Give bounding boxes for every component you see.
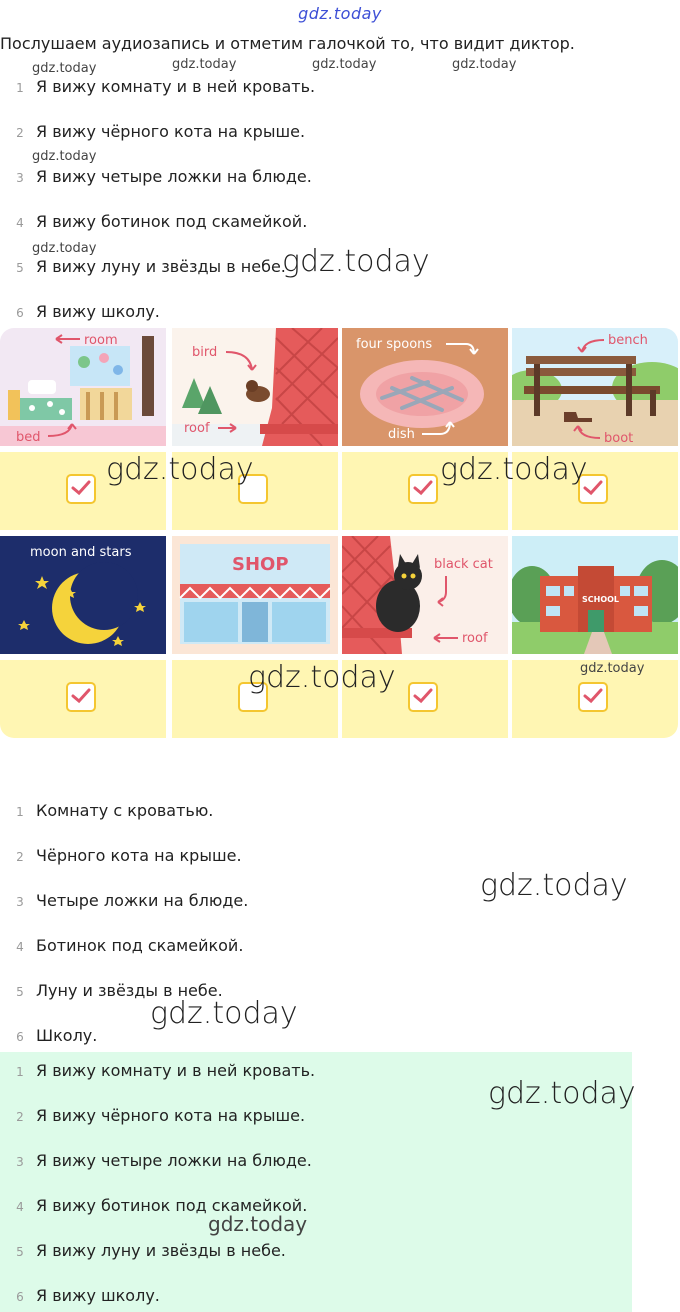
room-label: room [84, 333, 118, 348]
item-text: Я вижу школу. [36, 302, 160, 321]
list-item [0, 122, 640, 144]
watermark: gdz.today [172, 57, 237, 72]
item-number: 3 [16, 171, 24, 185]
watermark: gdz.today [480, 868, 628, 903]
item-number: 6 [16, 1030, 24, 1044]
roof-label: roof [184, 421, 210, 436]
check-mark-icon [415, 482, 431, 493]
site-logo[interactable]: gdz.today [298, 4, 382, 23]
roof-label: roof [462, 631, 488, 646]
watermark: gdz.today [208, 1212, 308, 1236]
picture-school [512, 536, 678, 654]
picture-spoons-dish [342, 328, 508, 446]
item-number: 1 [16, 1065, 24, 1079]
list-item [0, 936, 640, 958]
watermark: gdz.today [32, 241, 97, 256]
item-text: Я вижу ботинок под скамейкой. [36, 1196, 308, 1215]
check-mark-icon [585, 690, 601, 701]
item-number: 4 [16, 216, 24, 230]
watermark: gdz.today [282, 244, 430, 279]
watermark: gdz.today [488, 1076, 636, 1111]
black-cat-label: black cat [434, 557, 493, 572]
picture-bird-roof [172, 328, 338, 446]
moon-stars-label: moon and stars [30, 545, 132, 560]
item-number: 4 [16, 1200, 24, 1214]
item-text: Я вижу комнату и в ней кровать. [36, 77, 316, 96]
picture-moon-stars [0, 536, 166, 654]
check-mark-icon [415, 690, 431, 701]
watermark: gdz.today [150, 996, 298, 1031]
task-intro: Послушаем аудиозапись и отметим галочкой то, что видит диктор. [0, 34, 575, 53]
list-item [0, 302, 640, 324]
item-text: Я вижу луну и звёзды в небе. [36, 257, 286, 276]
item-text: Я вижу школу. [36, 1286, 160, 1305]
bench-label: bench [608, 333, 648, 348]
item-text: Четыре ложки на блюде. [36, 891, 249, 910]
item-number: 3 [16, 895, 24, 909]
watermark: gdz.today [440, 452, 588, 487]
item-text: Я вижу ботинок под скамейкой. [36, 212, 308, 231]
item-text: Школу. [36, 1026, 98, 1045]
bird-label: bird [192, 345, 218, 360]
picture-cat-roof [342, 536, 508, 654]
item-text: Луну и звёзды в небе. [36, 981, 223, 1000]
item-text: Я вижу комнату и в ней кровать. [36, 1061, 316, 1080]
answer-checkbox[interactable] [578, 682, 608, 712]
answer-checkbox[interactable] [66, 682, 96, 712]
watermark: gdz.today [32, 149, 97, 164]
dish-label: dish [388, 427, 415, 442]
answer-checkbox[interactable] [66, 474, 96, 504]
list-item [0, 167, 640, 189]
list-item [0, 212, 640, 234]
item-number: 4 [16, 940, 24, 954]
list-item [0, 1241, 640, 1263]
item-text: Я вижу четыре ложки на блюде. [36, 167, 312, 186]
list-item [0, 801, 640, 823]
item-text: Чёрного кота на крыше. [36, 846, 242, 865]
picture-shop [172, 536, 338, 654]
list-item [0, 981, 640, 1003]
item-number: 6 [16, 306, 24, 320]
item-number: 6 [16, 1290, 24, 1304]
item-text: Я вижу луну и звёзды в небе. [36, 1241, 286, 1260]
list-item [0, 77, 640, 99]
item-number: 2 [16, 850, 24, 864]
item-text: Ботинок под скамейкой. [36, 936, 244, 955]
picture-room [0, 328, 166, 446]
watermark: gdz.today [32, 61, 97, 76]
watermark: gdz.today [580, 661, 645, 676]
bed-label: bed [16, 430, 41, 445]
list-item [0, 846, 640, 868]
item-number: 3 [16, 1155, 24, 1169]
answer-checkbox[interactable] [408, 474, 438, 504]
check-mark-icon [73, 482, 89, 493]
school-sign: SCHOOL [582, 595, 620, 604]
boot-label: boot [604, 431, 634, 446]
item-text: Комнату с кроватью. [36, 801, 214, 820]
list-item [0, 1026, 640, 1048]
item-number: 1 [16, 805, 24, 819]
item-number: 5 [16, 1245, 24, 1259]
list-item [0, 1151, 640, 1173]
spoons-label: four spoons [356, 337, 433, 352]
check-mark-icon [73, 690, 89, 701]
item-text: Я вижу четыре ложки на блюде. [36, 1151, 312, 1170]
item-number: 2 [16, 1110, 24, 1124]
list-item [0, 1286, 640, 1308]
answer-cell [0, 660, 166, 738]
watermark: gdz.today [248, 660, 396, 695]
watermark: gdz.today [106, 452, 254, 487]
item-number: 2 [16, 126, 24, 140]
shop-label: SHOP [232, 554, 289, 575]
item-number: 5 [16, 261, 24, 275]
watermark: gdz.today [312, 57, 377, 72]
item-number: 1 [16, 81, 24, 95]
item-number: 5 [16, 985, 24, 999]
picture-bench-boot [512, 328, 678, 446]
item-text: Я вижу чёрного кота на крыше. [36, 1106, 306, 1125]
list-item [0, 1196, 640, 1218]
item-text: Я вижу чёрного кота на крыше. [36, 122, 306, 141]
watermark: gdz.today [452, 57, 517, 72]
answer-checkbox[interactable] [408, 682, 438, 712]
